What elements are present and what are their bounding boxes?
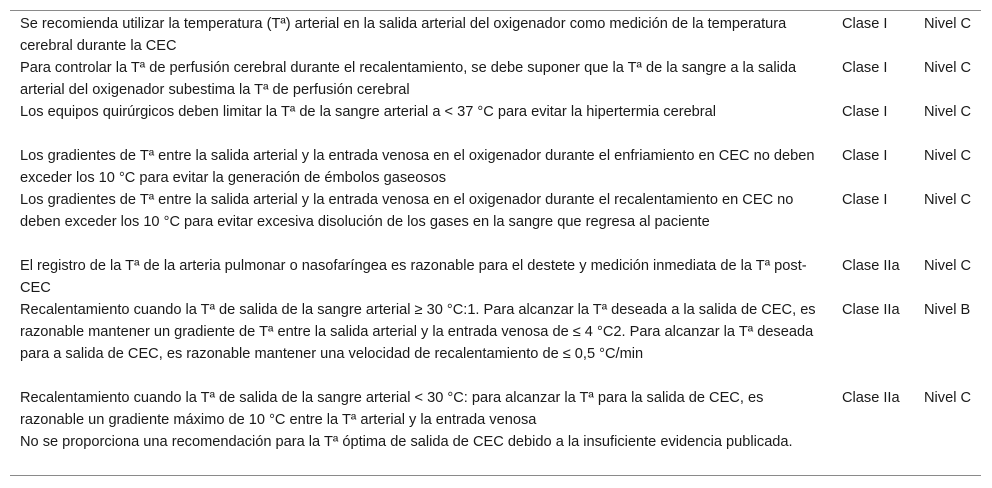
table-row (10, 299, 981, 387)
evidence-level: Nivel C (924, 60, 972, 76)
table-row (10, 387, 981, 431)
evidence-level: Nivel C (924, 258, 972, 274)
evidence-level: Nivel C (924, 390, 972, 406)
evidence-level: Nivel C (924, 104, 972, 120)
recommendation-class: Clase IIa (842, 390, 900, 406)
recommendation-text: Los equipos quirúrgicos deben limitar la Tª de la sangre arterial a < 37 °C para evitar la hipertermia cerebral (20, 104, 717, 120)
table-row (10, 57, 981, 101)
recommendation-text: El registro de la Tª de la arteria pulmonar o nasofaríngea es razonable para el destete y medición inmediata de la Tª post-CEC (20, 258, 807, 296)
recommendation-text: Los gradientes de Tª entre la salida arterial y la entrada venosa en el oxigenador durante el recalentamiento en CEC no deben exceder los 10 °C para evitar excesiva disolución de los gases en la sangre que regresa al paciente (20, 192, 794, 230)
evidence-level: Nivel C (924, 192, 972, 208)
recommendation-class: Clase I (842, 16, 888, 32)
table-row (10, 145, 981, 189)
table-row (10, 13, 981, 57)
recommendation-text: Los gradientes de Tª entre la salida arterial y la entrada venosa en el oxigenador durante el enfriamiento en CEC no deben exceder los 10 °C para evitar la generación de émbolos gaseosos (20, 148, 815, 186)
evidence-level: Nivel B (924, 302, 971, 318)
recommendation-class: Clase IIa (842, 302, 900, 318)
evidence-level: Nivel C (924, 16, 972, 32)
recommendation-text: No se proporciona una recomendación para la Tª óptima de salida de CEC debido a la insuficiente evidencia publicada. (20, 434, 793, 450)
table-row (10, 189, 981, 255)
table-row (10, 431, 981, 475)
table-row (10, 101, 981, 145)
table-row (10, 255, 981, 299)
recommendation-text: Recalentamiento cuando la Tª de salida de la sangre arterial ≥ 30 °C:1. Para alcanzar la Tª deseada a la salida de CEC, es razonable mantener un gradiente de Tª entre la salida arterial y la entrada venosa de ≤ 4 °C2. Para alcanzar la Tª deseada para a salida de CEC, es razonable mantener una velocidad de recalentamiento de ≤ 0,5 °C/min (20, 302, 816, 362)
recommendation-text: Recalentamiento cuando la Tª de salida de la sangre arterial < 30 °C: para alcanzar la Tª para la salida de CEC, es razonable un gradiente máximo de 10 °C entre la Tª arterial y la entrada venosa (20, 390, 764, 428)
recommendation-text: Para controlar la Tª de perfusión cerebral durante el recalentamiento, se debe suponer que la Tª de la sangre a la salida arterial del oxigenador subestima la Tª de perfusión cerebral (20, 60, 797, 98)
recommendations-table (10, 10, 981, 476)
evidence-level: Nivel C (924, 148, 972, 164)
recommendation-text: Se recomienda utilizar la temperatura (Tª) arterial en la salida arterial del oxigenador como medición de la temperatura cerebral durante la CEC (20, 16, 787, 54)
recommendation-class: Clase I (842, 104, 888, 120)
recommendation-class: Clase I (842, 192, 888, 208)
recommendation-class: Clase I (842, 60, 888, 76)
recommendation-class: Clase IIa (842, 258, 900, 274)
recommendation-class: Clase I (842, 148, 888, 164)
